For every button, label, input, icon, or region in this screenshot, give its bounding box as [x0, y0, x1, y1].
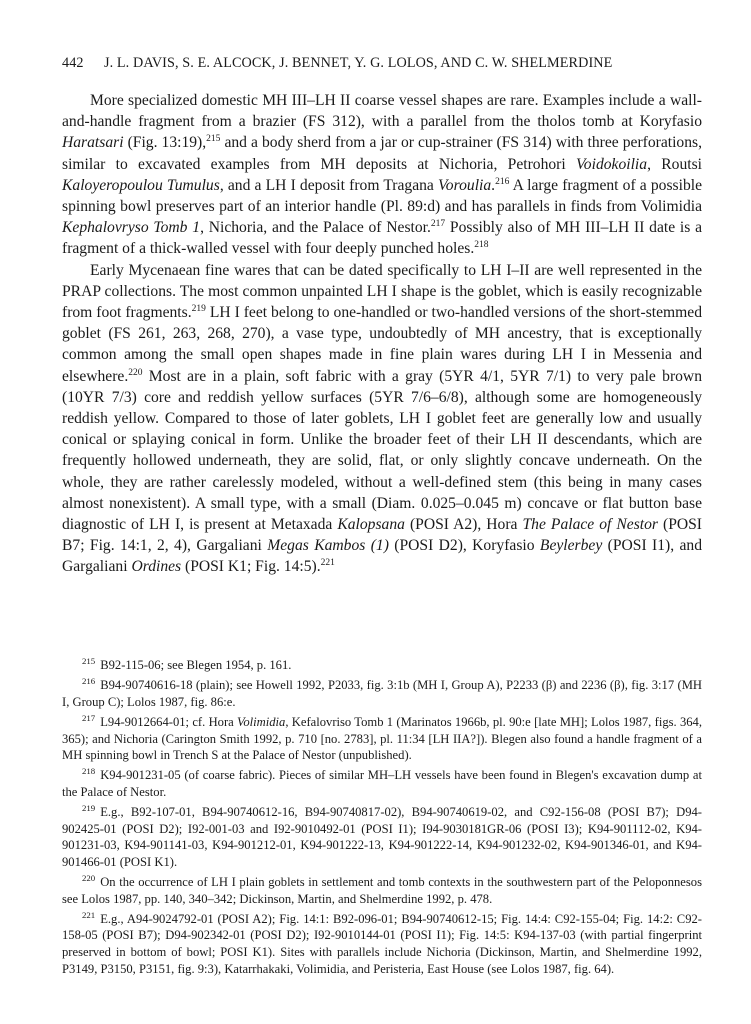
- paragraph-fine-wares: Early Mycenaean fine wares that can be dated specifically to LH I–II are well represented in the PRAP collections. The most common unpainted LH I shape is the goblet, which is easily recognizable from foot fragments.$^{219}$ LH I feet belong to one-handled or two-handled versions of the short-stemmed goblet (FS 261, 263, 268, 270), a vase type, undoubtedly of MH ancestry, that is exceptionally common among the small open shapes made in fine plain wares during LH I in Messenia and elsewhere.$^{220}$ Most are in a plain, soft fabric with a gray (5YR 4/1, 5YR 7/1) to very pale brown (10YR 7/3) core and reddish yellow surfaces (5YR 7/6–6/8), although some are homogeneously reddish yellow. Compared to those of later goblets, LH I goblet feet are generally low and usually conical or splaying conical in form. Unlike the broader feet of their LH II descendants, which are frequently hollowed underneath, they are solid, flat, or only slightly concave underneath. On the whole, they are rather carelessly modeled, without a well-defined stem (this being in many cases almost nonexistent). A small type, with a small (Diam. 0.025–0.045 m) concave or flat button base diagnostic of LH I, is present at Metaxada Kalopsana (POSI A2), Hora The Palace of Nestor (POSI B7; Fig. 14:1, 2, 4), Gargaliani Megas Kambos (1) (POSI D2), Koryfasio Beylerbey (POSI I1), and Gargaliani Ordines (POSI K1; Fig. 14:5).$^{221}$: [62, 261, 703, 576]
- footnote-ref-220[interactable]: 220: [128, 367, 143, 378]
- paragraph-coarse-wares: More specialized domestic MH III–LH II coarse vessel shapes are rare. Examples include a wall-and-handle fragment from a brazier (FS 312), with a parallel from the tholos tomb at Koryfasio Haratsari (Fig. 13:19),$^{215}$ and a body sherd from a jar or cup-strainer (FS 314) with three perforations, similar to excavated examples from MH deposits at Nichoria, Petrohori Voidokoilia, Routsi Kaloyeropoulou Tumulus, and a LH I deposit from Tragana Voroulia.$^{216}$ A large fragment of a possible spinning bowl preserves part of an interior handle (Pl. 89:d) and has parallels in finds from Volimidia Kephalovryso Tomb 1, Nichoria, and the Palace of Nestor.$^{217}$ Possibly also of MH III–LH II date is a fragment of a thick-walled vessel with four deeply punched holes.$^{218}$: [62, 92, 703, 258]
- footnote-ref-216[interactable]: 216: [495, 176, 510, 187]
- footnote-ref-218[interactable]: 218: [474, 240, 489, 251]
- body-text: [62, 90, 702, 578]
- footnote-ref-215[interactable]: 215: [206, 134, 221, 145]
- footnote-ref-217[interactable]: 217: [430, 219, 446, 230]
- footnote-219: $^{219}$ E.g., B92-107-01, B94-90740612-16, B94-90740817-02), B94-90740619-02, and C92-156-08 (POSI B7); D94-902425-01 (POSI D2); I92-001-03 and I92-9010492-01 (POSI I1); I94-9030181GR-06 (POSI I3); K94-901112-02, K94-901231-03, K94-901141-03, K94-901212-01, K94-901222-13, K94-901222-14, K94-901232-02, K94-901346-01, and K94-901466-01 (POSI K1).: [62, 803, 702, 869]
- footnote-215: $^{215}$ B92-115-06; see Blegen 1954, p. 161.: [82, 656, 292, 672]
- footnote-218: $^{218}$ K94-901231-05 (of coarse fabric). Pieces of similar MH–LH vessels have been found in Blegen's excavation dump at the Palace of Nestor.: [62, 766, 702, 799]
- footnote-ref-221[interactable]: 221: [320, 558, 335, 569]
- footnote-216: $^{216}$ B94-90740616-18 (plain); see Howell 1992, P2033, fig. 3:1b (MH I, Group A), P2233 (β) and 2236 (β), fig. 3:17 (MH I, Group C); Lolos 1987, fig. 86:e.: [62, 676, 702, 709]
- footnote-221: $^{221}$ E.g., A94-9024792-01 (POSI A2); Fig. 14:1: B92-096-01; B94-90740612-15; Fig. 14:4: C92-155-04; Fig. 14:2: C92-158-05 (POSI B7); D94-902342-01 (POSI D2); I92-9010144-01 (POSI I1); Fig. 14:5: K94-137-03 (with partial fingerprint preserved in bottom of bowl; POSI K1). Sites with parallels include Nichoria (Dickinson, Martin, and Shelmerdine 1992, P3149, P3150, P3151, fig. 9:3), Katarrhakaki, Volimidia, and Peristeria, East House (see Lolos 1987, fig. 64).: [62, 909, 702, 976]
- running-head-authors: J. L. DAVIS, S. E. ALCOCK, J. BENNET, Y. G. LOLOS, AND C. W. SHELMERDINE: [104, 55, 613, 71]
- footnotes: [62, 657, 702, 981]
- footnote-217: $^{217}$ L94-9012664-01; cf. Hora Volimidia, Kefalovriso Tomb 1 (Marinatos 1966b, pl. 90:e [late MH]; Lolos 1987, figs. 364, 365); and Nichoria (Carington Smith 1992, p. 710 [no. 2783], pl. 11:34 [LH IIA?]). Blegen also found a handle fragment of a MH spinning bowl in Trench S at the Palace of Nestor (unpublished).: [62, 712, 702, 763]
- footnote-220: $^{220}$ On the occurrence of LH I plain goblets in settlement and tomb contexts in the southwestern part of the Peloponnesos see Lolos 1987, pp. 140, 340–342; Dickinson, Martin, and Shelmerdine 1992, p. 478.: [62, 873, 702, 906]
- page-number: 442: [62, 55, 84, 71]
- footnote-ref-219[interactable]: 219: [191, 304, 206, 315]
- running-header: [62, 55, 702, 72]
